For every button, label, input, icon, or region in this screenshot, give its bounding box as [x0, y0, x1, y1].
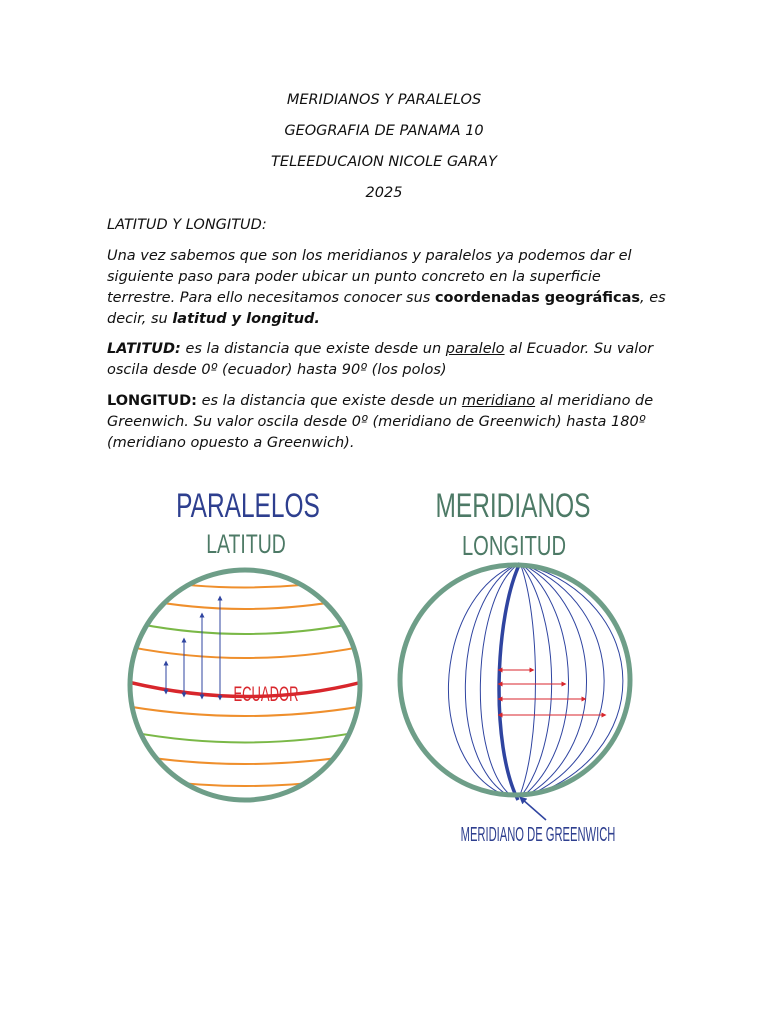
latitud-subtitle: LATITUD: [206, 528, 286, 559]
meridianos-title: MERIDIANOS: [435, 487, 591, 526]
ecuador-label: ECUADOR: [233, 681, 299, 706]
meridian-line: [518, 563, 552, 800]
meridiano-link[interactable]: meridiano: [461, 393, 536, 409]
doc-year: 2025: [365, 185, 403, 201]
paralelos-title: PARALELOS: [176, 487, 320, 526]
doc-author: TELEEDUCAION NICOLE GARAY: [271, 154, 497, 170]
latitud-text-2: al Ecuador. Su valor oscila desde 0º (ecuador) hasta 90º (los polos): [107, 341, 654, 378]
paralelo-link[interactable]: paralelo: [445, 341, 505, 357]
parallel-line: [120, 730, 370, 743]
parallel-line: [120, 620, 370, 634]
intro-text-1: Una vez sabemos que son los meridianos y paralelos ya podemos dar el siguiente paso para poder ubicar un punto concreto en la superficie terrestre. Para ello necesitamos conocer sus: [107, 248, 632, 306]
greenwich-pointer: [522, 799, 546, 820]
meridian-line: [465, 563, 520, 800]
intro-paragraph: [107, 246, 667, 330]
latitud-term: LATITUD:: [107, 341, 181, 357]
meridian-line: [518, 563, 623, 800]
longitud-text-2: al meridiano de Greenwich. Su valor oscila desde 0º (meridiano de Greenwich) hasta 180º (meridiano opuesto a Greenwich).: [107, 393, 654, 451]
meridians-globe: [400, 565, 630, 795]
longitud-text-1: es la distancia que existe desde un: [196, 393, 462, 409]
doc-subject: GEOGRAFIA DE PANAMA 10: [284, 123, 484, 139]
doc-title: MERIDIANOS Y PARALELOS: [286, 92, 482, 108]
greenwich-meridian: [499, 563, 520, 800]
parallel-line: [120, 575, 370, 588]
parallel-line: [120, 645, 370, 658]
latitud-paragraph: [107, 339, 667, 381]
intro-bold-latitud-longitud: latitud y longitud.: [172, 311, 320, 327]
longitud-subtitle: LONGITUD: [461, 530, 567, 562]
latitud-text-1: es la distancia que existe desde un: [180, 341, 446, 357]
parallel-line: [120, 775, 370, 786]
meridian-line: [518, 563, 536, 800]
parallel-line: [120, 705, 370, 716]
intro-text-2: , es decir, su: [107, 290, 666, 327]
section-heading: LATITUD Y LONGITUD:: [107, 217, 267, 233]
greenwich-label: MERIDIANO DE GREENWICH: [460, 823, 616, 846]
longitud-term: LONGITUD:: [107, 393, 197, 409]
intro-bold-coordenadas: coordenadas geográficas: [434, 290, 641, 306]
longitud-paragraph: [107, 391, 667, 454]
parallels-meridians-illustration: [120, 475, 650, 855]
